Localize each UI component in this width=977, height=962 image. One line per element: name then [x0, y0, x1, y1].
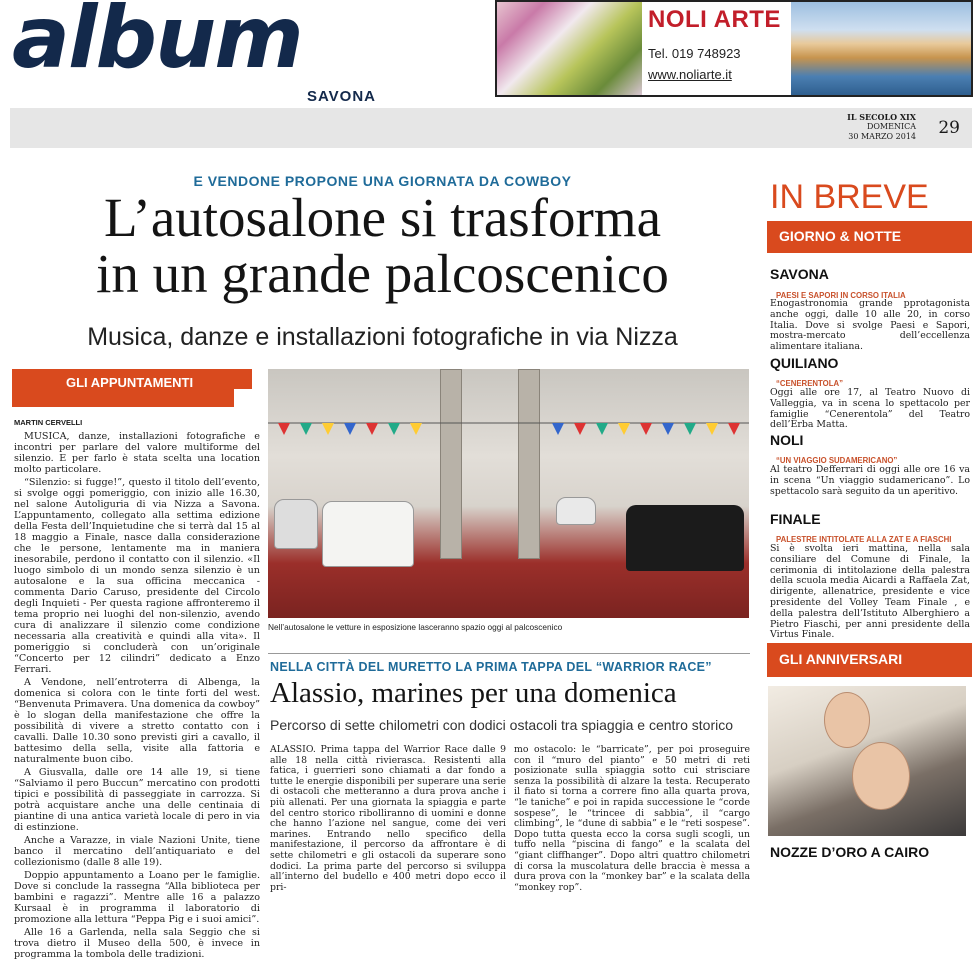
car — [556, 497, 596, 525]
brief-kicker: PAESI E SAPORI IN CORSO ITALIA — [776, 291, 906, 300]
brief-kicker: PALESTRE INTITOLATE ALLA ZAT E A FIASCHI — [776, 535, 952, 544]
giorno-notte-band — [767, 221, 972, 253]
advertisement[interactable] — [495, 0, 973, 97]
masthead-logo — [10, 0, 380, 105]
showroom-photo — [268, 369, 749, 618]
paper-date: 30 MARZO 2014 — [848, 132, 916, 141]
paragraph: A Giusvalla, dalle ore 14 alle 19, si tiene “Salviamo il pero Buccun” mercatino con prodotti tipici e possibilità di passeggiate in carrozza. Si potrà acquistare anche una delle centinaia di piantine di una antica varietà locale di pero in via di estinzione. — [14, 767, 260, 833]
black-car — [626, 505, 744, 571]
photo-caption: Nell’autosalone le vetture in esposizione lasceranno spazio oggi al palcoscenico — [268, 622, 563, 632]
photo-bunting — [268, 421, 749, 439]
ad-painting-flowers — [497, 2, 642, 95]
paragraph: Anche a Varazze, in viale Nazioni Unite, tiene banco il mercatino dell’antiquariato e del collezionismo (dalle 8 alle 19). — [14, 835, 260, 868]
brief-text: Oggi alle ore 17, al Teatro Nuovo di Valleggia, va in scena lo spettacolo per famiglie “Cenerentola” del Teatro dell’Erba Matta. — [770, 387, 970, 431]
man-face — [852, 742, 910, 810]
race-headline: Alassio, marines per una domenica — [270, 677, 677, 709]
headline-line-2: in un grande palcoscenico — [96, 243, 669, 304]
divider — [268, 653, 750, 654]
woman-face — [824, 692, 870, 748]
article-body — [14, 431, 260, 962]
brief-text: Si è svolta ieri mattina, nella sala consiliare del Comune di Finale, la cerimonia di intitolazione della palestra della scuola media Aicardi a Raffaela Zat, dirigente, allenatrice, presidente e vice presidente del Volley Team Finale , e della palestra dell’Istituto Alberghiero a Pietro Fiaschi, per anni presidente della Virtus Finale. — [770, 543, 970, 641]
page-number: 29 — [938, 118, 960, 138]
ad-painting-seaside — [791, 2, 971, 95]
photo-pillar — [518, 369, 540, 559]
author-byline: MARTIN CERVELLI — [14, 418, 83, 427]
brief-kicker: “UN VIAGGIO SUDAMERICANO” — [776, 456, 898, 465]
paragraph: Alle 16 a Garlenda, nella sala Seggio che si trova dietro il Museo della 500, è invece in programma la tombola delle tradizioni. — [14, 927, 260, 960]
race-kicker: NELLA CITTÀ DEL MURETTO LA PRIMA TAPPA DEL “WARRIOR RACE” — [270, 660, 712, 674]
ad-brand: NOLI ARTE — [648, 6, 781, 33]
race-column-2: mo ostacolo: le “barricate”, per poi proseguire con il “muro del pianto” e 50 metri di reti posizionate sulla spiaggia sotto cui strisciare senza la possibilità di alzare la testa. Recuperato il fiato si torna a correre fino alla quarta prova, “le taniche” e poi in rapida successione le “corde sospese”, le “trincee di sabbia”, il “cargo climbing”, le “dune di sabbia” e le “reti sospese”. Dopo tutta questa ecco la corsa sugli scogli, un tuffo nella “piscina di fango” e la scalata del “giant cliffhanger”. Dopo altri quattro chilometri di corsa la muscolatura delle braccia è messa a dura prova con la “monkey bar” e la scalata della “monkey rop”. — [514, 744, 750, 893]
ad-website-link[interactable]: www.noliarte.it — [648, 67, 732, 82]
car — [274, 499, 318, 549]
brief-city: NOLI — [770, 432, 804, 448]
paragraph: A Vendone, nell’entroterra di Albenga, la domenica si colora con le tinte forti del west. “Benvenuta Primavera. Una domenica da cowboy” è lo slogan della manifestazione che offre la possibilità di vivere a stretto contatto con i cavalli. Dalle 10.30 sono previsti giri a cavallo, il battesimo della sella, visite alla fattoria e naturalmente buon cibo. — [14, 677, 260, 765]
main-headline — [10, 187, 755, 304]
paper-info — [847, 112, 916, 142]
band-label: GLI ANNIVERSARI — [779, 651, 903, 667]
paragraph: “Silenzio: si fugge!”, questo il titolo dell’evento, si svolge oggi pomeriggio, con inizio alle 16.30, nel salone Autoliguria di via Nizza a Savona. L’appuntamento, collegato alla settima edizione della Festa dell’Inquietudine che si terrà dal 15 al 18 maggio a Finale, nasce dalla considerazione che le persone, lentamente ma in maniera inesorabile, perdono il contatto con il silenzio. «Il luogo simbolo di un mondo senza silenzio è un autosalone e la sua officina meccanica - commenta Dario Caruso, presidente del Circolo degli Inquieti - Per questa ragione affronteremo il tema proprio nei luoghi del non-silenzio, avendo cura di analizzare il silenzio come condizione necessaria alla creatività e quindi alla vita». Il pomeriggio si concluderà con un’originale “Concerto per 12 cilindri” dedicato a Enzo Ferrari. — [14, 477, 260, 675]
race-subhead: Percorso di sette chilometri con dodici ostacoli tra spiaggia e centro storico — [270, 717, 733, 733]
section-band-appuntamenti — [12, 369, 252, 407]
band-corner — [232, 387, 252, 407]
couple-portrait — [768, 686, 966, 836]
anniversary-title: NOZZE D’ORO A CAIRO — [770, 844, 930, 860]
paper-day: DOMENICA — [866, 122, 916, 131]
paragraph: MUSICA, danze, installazioni fotografiche e incontri per parlare del valore multiforme del silenzio. E per farlo è stata scelta una location molto particolare. — [14, 431, 260, 475]
logo-city: SAVONA — [306, 88, 376, 105]
paragraph: Doppio appuntamento a Loano per le famiglie. Dove si conclude la rassegna “Alla biblioteca per bambini e ragazzi”. Mentre alle 16 a palazzo Kursaal è in programma il laboratorio di promozione alla lettura “Peppa Pig e i suoi amici”. — [14, 870, 260, 925]
main-subhead: Musica, danze e installazioni fotografiche in via Nizza — [87, 323, 678, 351]
page-header-bar — [10, 108, 972, 148]
brief-city: SAVONA — [770, 266, 829, 282]
brief-kicker: “CENERENTOLA” — [776, 379, 844, 388]
brief-city: QUILIANO — [770, 355, 839, 371]
section-label: GLI APPUNTAMENTI — [66, 375, 194, 390]
band-label: GIORNO & NOTTE — [779, 228, 902, 244]
in-breve-title: IN BREVE — [770, 178, 929, 216]
brief-city: FINALE — [770, 511, 821, 527]
paper-name: IL SECOLO XIX — [847, 112, 916, 122]
white-car — [322, 501, 414, 567]
main-kicker: E VENDONE PROPONE UNA GIORNATA DA COWBOY — [193, 173, 572, 189]
anniversari-band — [767, 643, 972, 677]
photo-pillar — [440, 369, 462, 559]
headline-line-1: L’autosalone si trasforma — [104, 187, 661, 248]
ad-phone: Tel. 019 748923 — [648, 46, 741, 61]
brief-text: Enogastronomia grande pprotagonista anche oggi, dalle 10 alle 20, in corso Italia. Dove si svolge Paesi e Sapori, mostra-mercato dell’eccellenza alimentare italiana. — [770, 298, 970, 353]
logo-word: album — [12, 0, 302, 88]
race-column-1: ALASSIO. Prima tappa del Warrior Race dalle 9 alle 18 nella città rivierasca. Resistenti alla fatica, i guerrieri sono chiamati a dar fondo a tutte le energie disponibili per superare una serie di ostacoli che metteranno a dura prova anche i più allenati. Per una giornata la spiaggia e parte del centro storico ribolliranno di uomini e donne che hanno l’azione nel sangue, come dei veri marines. Entrando nello specifico della manifestazione, il percorso da affrontare è di sette chilometri e gli ostacoli da superare sono dodici. La prima parte del percorso si sviluppa all’interno del budello e 400 metri dopo ecco il pri- — [270, 744, 506, 893]
brief-text: Al teatro Defferrari di oggi alle ore 16 va in scena “Un viaggio sudamericano”. Lo spettacolo sarà seguito da un aperitivo. — [770, 464, 970, 497]
